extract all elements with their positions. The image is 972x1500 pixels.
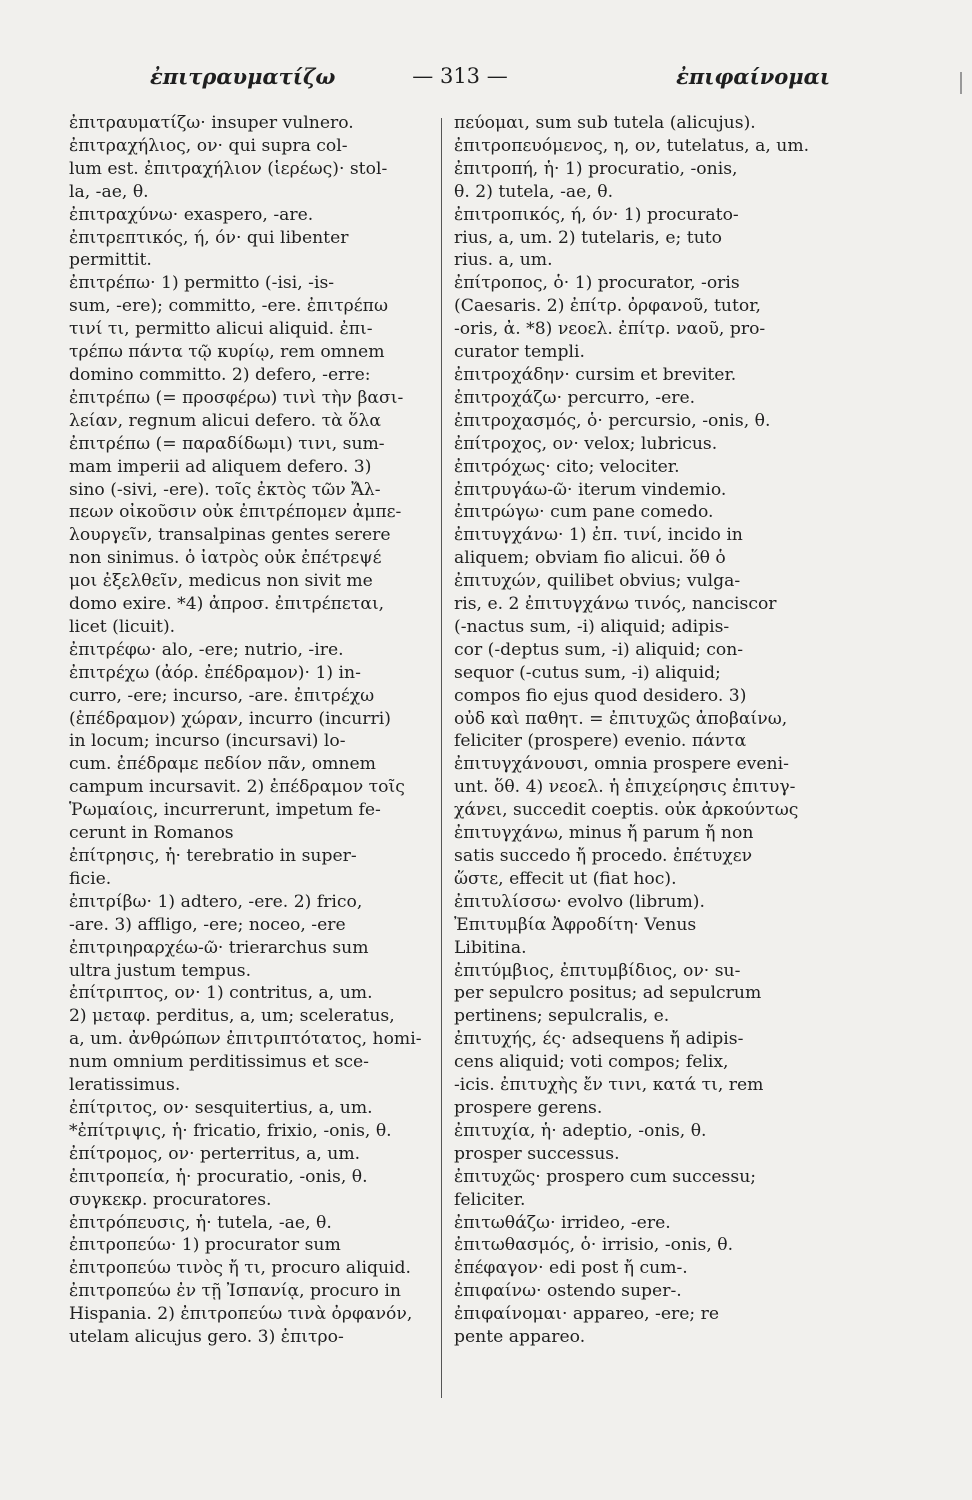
dictionary-line: ἐπιτυχῶς· prospero cum successu; — [454, 1166, 757, 1187]
dictionary-line: ἐπιτυγχάνω, minus ἤ parum ἤ non — [454, 823, 754, 844]
dictionary-line: feliciter. — [454, 1189, 526, 1210]
dictionary-line: cens aliquid; voti compos; felix, — [454, 1052, 729, 1073]
left-column — [69, 112, 445, 1412]
dictionary-line: lum est. ἐπιτραχήλιον (ἱερέως)· stol- — [69, 158, 388, 179]
dictionary-line: sequor (-cutus sum, -i) aliquid; — [454, 662, 721, 683]
dictionary-line: rius, a, um. 2) tutelaris, e; tuto — [454, 227, 723, 248]
dictionary-line: ἐπιτωθασμός, ὁ· irrisio, -onis, θ. — [454, 1235, 734, 1256]
dictionary-line: ἐπιτροπή, ἡ· 1) procuratio, -onis, — [454, 158, 738, 179]
dictionary-line: ἐπιτροχασμός, ὁ· percursio, -onis, θ. — [454, 410, 771, 431]
dictionary-line: pente appareo. — [454, 1327, 586, 1348]
dictionary-line: ἐπιτυχών, quilibet obvius; vulga- — [454, 571, 741, 592]
dictionary-line: ἐπίτροχος, ον· velox; lubricus. — [454, 433, 718, 454]
dictionary-line: ἐπιτυλίσσω· evolvo (librum). — [454, 891, 705, 912]
dictionary-line: ἐπιτροπεία, ἡ· procuratio, -onis, θ. — [69, 1166, 368, 1187]
dictionary-line: a, um. ἀνθρώπων ἐπιτριπτότατος, homi- — [69, 1029, 422, 1050]
dictionary-line: (-nactus sum, -i) aliquid; adipis- — [454, 616, 730, 637]
dictionary-line: -icis. ἐπιτυχὴς ἔν τινι, κατά τι, rem — [454, 1075, 764, 1096]
dictionary-line: ἐπιτρέχω (ἀόρ. ἐπέδραμον)· 1) in- — [69, 662, 361, 683]
dictionary-line: Ἐπιτυμβία Ἀφροδίτη· Venus — [454, 914, 697, 935]
dictionary-line: curator templi. — [454, 342, 585, 363]
dictionary-line: num omnium perditissimus et sce- — [69, 1052, 369, 1073]
dictionary-line: leratissimus. — [69, 1075, 181, 1096]
dictionary-line: ἐπιτρέφω· alo, -ere; nutrio, -ire. — [69, 639, 344, 660]
dictionary-line: Hispania. 2) ἐπιτροπεύω τινὰ ὀρφανόν, — [69, 1304, 413, 1325]
dictionary-line: ἐπιτυχία, ἡ· adeptio, -onis, θ. — [454, 1120, 707, 1141]
left-guideword: ἐπιτραυματίζω — [150, 64, 336, 89]
dictionary-line: πεων οἰκοῦσιν οὐκ ἐπιτρέπομεν ἀμπε- — [69, 502, 402, 523]
dictionary-line: unt. ὅθ. 4) νεοελ. ἡ ἐπιχείρησις ἐπιτυγ- — [454, 777, 796, 798]
dictionary-line: pertinens; sepulcralis, e. — [454, 1006, 670, 1027]
page-number: — 313 — — [412, 64, 508, 88]
dictionary-line: ἐπιτρόχως· cito; velociter. — [454, 456, 680, 477]
dictionary-line: ἐπιτραυματίζω· insuper vulnero. — [69, 113, 354, 133]
dictionary-line: domo exire. *4) ἀπροσ. ἐπιτρέπεται, — [69, 594, 385, 615]
dictionary-line: (ἐπέδραμον) χώραν, incurro (incurri) — [69, 708, 391, 729]
dictionary-line: satis succedo ἤ procedo. ἐπέτυχεν — [454, 846, 753, 866]
dictionary-line: cum. ἐπέδραμε πεδίον πᾶν, omnem — [69, 754, 376, 775]
dictionary-line: ἐπίτρησις, ἡ· terebratio in super- — [69, 846, 357, 866]
dictionary-line: non sinimus. ὁ ἰατρὸς οὐκ ἐπέτρεψέ — [69, 548, 382, 569]
dictionary-line: ἐπίτριτος, ον· sesquitertius, a, um. — [69, 1097, 373, 1118]
dictionary-line: ἐπιτρυγάω-ῶ· iterum vindemio. — [454, 479, 727, 500]
dictionary-line: λείαν, regnum alicui defero. τὰ ὅλα — [69, 410, 382, 431]
dictionary-line: compos fio ejus quod desidero. 3) — [454, 685, 747, 706]
dictionary-line: ἐπιτρέπω· 1) permitto (-isi, -is- — [69, 273, 335, 294]
dictionary-line: utelam alicujus gero. 3) ἐπιτρο- — [69, 1327, 344, 1348]
dictionary-line: ἐπίτροπος, ὁ· 1) procurator, -oris — [454, 273, 740, 294]
dictionary-line: ἐπιτρεπτικός, ή, όν· qui libenter — [69, 227, 349, 248]
dictionary-line: ἐπιτραχύνω· exaspero, -are. — [69, 204, 314, 225]
dictionary-line: 2) μεταφ. perditus, a, um; sceleratus, — [69, 1006, 395, 1027]
dictionary-line: cor (-deptus sum, -i) aliquid; con- — [454, 639, 744, 660]
dictionary-line: ἐπιτύμβιος, ἐπιτυμβίδιος, ον· su- — [454, 960, 741, 981]
dictionary-line: ἐπιτρίβω· 1) adtero, -ere. 2) frico, — [69, 891, 363, 912]
dictionary-line: la, -ae, θ. — [69, 181, 149, 202]
dictionary-line: ἐπιτωθάζω· irrideo, -ere. — [454, 1212, 671, 1233]
dictionary-line: ἐπιτρέπω (= προσφέρω) τινὶ τὴν βασι- — [69, 387, 404, 408]
dictionary-line: ἐπιτυγχάνουσι, omnia prospere eveni- — [454, 754, 789, 775]
dictionary-line: ἐπιτροχάζω· percurro, -ere. — [454, 387, 696, 408]
dictionary-line: in locum; incurso (incursavi) lo- — [69, 731, 346, 752]
dictionary-line: ris, e. 2 ἐπιτυγχάνω τινός, nanciscor — [454, 594, 777, 615]
dictionary-line: οὐδ καὶ παθητ. = ἐπιτυχῶς ἀποβαίνω, — [454, 708, 788, 729]
dictionary-line: τρέπω πάντα τῷ κυρίῳ, rem omnem — [69, 342, 385, 363]
dictionary-line: μοι ἐξελθεῖν, medicus non sivit me — [69, 571, 373, 592]
dictionary-line: feliciter (prospere) evenio. πάντα — [454, 731, 747, 752]
dictionary-line: ἐπίτριπτος, ον· 1) contritus, a, um. — [69, 983, 373, 1004]
dictionary-line: prospere gerens. — [454, 1097, 603, 1118]
dictionary-line: (Caesaris. 2) ἐπίτρ. ὀρφανοῦ, tutor, — [454, 296, 761, 317]
dictionary-line: -oris, ἀ. *8) νεοελ. ἐπίτρ. ναοῦ, pro- — [454, 319, 766, 340]
dictionary-line: ἐπιτυγχάνω· 1) ἐπ. τινί, incido in — [454, 525, 743, 546]
dictionary-line: ἐπιφαίνομαι· appareo, -ere; re — [454, 1304, 720, 1325]
dictionary-line: per sepulcro positus; ad sepulcrum — [454, 983, 762, 1004]
dictionary-line: ἐπιτρώγω· cum pane comedo. — [454, 502, 714, 523]
dictionary-line: prosper successus. — [454, 1143, 620, 1164]
dictionary-line: curro, -ere; incurso, -are. ἐπιτρέχω — [69, 685, 375, 706]
dictionary-line: sino (-sivi, -ere). τοῖς ἐκτὸς τῶν Ἄλ- — [69, 479, 381, 500]
dictionary-line: ἐπιτροπεύω ἐν τῇ Ἰσπανίᾳ, procuro in — [69, 1281, 401, 1302]
dictionary-line: ἐπιτροπευόμενος, η, ον, tutelatus, a, um. — [454, 135, 810, 156]
dictionary-line: ἐπιτυχής, ές· adsequens ἤ adipis- — [454, 1029, 744, 1050]
dictionary-line: licet (licuit). — [69, 616, 176, 637]
dictionary-line: Libitina. — [454, 937, 527, 958]
dictionary-line: permittit. — [69, 250, 152, 271]
dictionary-line: ἐπιτροπεύω· 1) procurator sum — [69, 1235, 341, 1256]
dictionary-line: χάνει, succedit coeptis. οὐκ ἀρκούντως — [454, 800, 799, 821]
margin-mark — [960, 72, 962, 94]
dictionary-line: ἐπιτροχάδην· cursim et breviter. — [454, 364, 737, 385]
dictionary-line: συγκεκρ. procuratores. — [69, 1189, 272, 1210]
dictionary-line: ἐπιφαίνω· ostendo super-. — [454, 1281, 682, 1302]
right-column — [454, 112, 830, 1412]
column-divider — [441, 118, 442, 1398]
dictionary-line: -are. 3) affligo, -ere; noceo, -ere — [69, 914, 346, 935]
dictionary-line: campum incursavit. 2) ἐπέδραμον τοῖς — [69, 777, 405, 798]
dictionary-line: λουργεῖν, transalpinas gentes serere — [69, 525, 391, 546]
dictionary-line: aliquem; obviam fio alicui. ὅθ ὁ — [454, 548, 726, 569]
dictionary-line: ἐπιτροπικός, ή, όν· 1) procurato- — [454, 204, 739, 225]
dictionary-line: *ἐπίτριψις, ἡ· fricatio, frixio, -onis, θ. — [69, 1120, 392, 1141]
dictionary-line: ὥστε, effecit ut (fiat hoc). — [454, 868, 677, 889]
right-guideword: ἐπιφαίνομαι — [676, 64, 830, 89]
dictionary-line: ἐπίτρομος, ον· perterritus, a, um. — [69, 1143, 361, 1164]
dictionary-line: ultra justum tempus. — [69, 960, 252, 981]
dictionary-line: ἐπιτριηραρχέω-ῶ· trierarchus sum — [69, 937, 369, 958]
dictionary-line: ficie. — [69, 868, 112, 889]
dictionary-line: sum, -ere); committo, -ere. ἐπιτρέπω — [69, 296, 388, 317]
dictionary-line: ἐπιτρόπευσις, ἡ· tutela, -ae, θ. — [69, 1212, 332, 1233]
dictionary-line: θ. 2) tutela, -ae, θ. — [454, 181, 614, 202]
dictionary-line: domino committo. 2) defero, -erre: — [69, 364, 371, 385]
dictionary-line: πεύομαι, sum sub tutela (alicujus). — [454, 113, 756, 133]
dictionary-line: mam imperii ad aliquem defero. 3) — [69, 456, 372, 477]
dictionary-line: τινί τι, permitto alicui aliquid. ἐπι- — [69, 319, 373, 340]
dictionary-line: ἐπιτρέπω (= παραδίδωμι) τινι, sum- — [69, 433, 385, 454]
dictionary-line: ἐπιτροπεύω τινὸς ἤ τι, procuro aliquid. — [69, 1258, 411, 1279]
dictionary-line: cerunt in Romanos — [69, 823, 234, 844]
dictionary-line: Ῥωμαίοις, incurrerunt, impetum fe- — [69, 800, 381, 821]
dictionary-line: ἐπιτραχήλιος, ον· qui supra col- — [69, 135, 348, 156]
dictionary-line: ἐπέφαγον· edi post ἤ cum-. — [454, 1258, 688, 1279]
page-header — [150, 64, 830, 98]
dictionary-line: rius. a, um. — [454, 250, 553, 271]
